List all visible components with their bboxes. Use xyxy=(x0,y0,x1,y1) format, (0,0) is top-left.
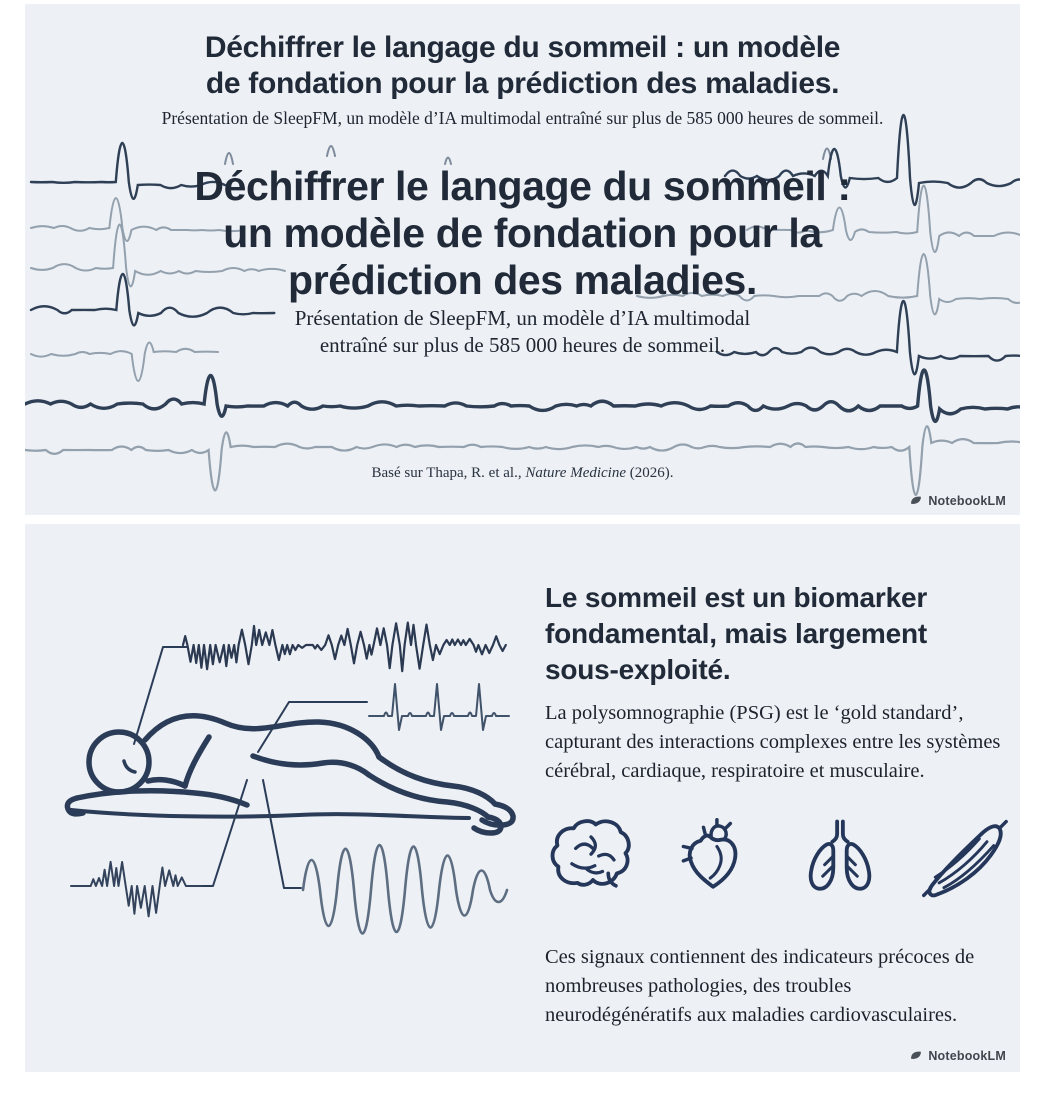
emg-waveform xyxy=(71,862,203,917)
page-subtitle: Présentation de SleepFM, un modèle d’IA multimodal entraîné sur plus de 585 000 heures de sommeil. xyxy=(161,108,884,128)
biomarker-panel xyxy=(25,524,1020,1072)
person-belly xyxy=(253,756,369,775)
person-upper-arm xyxy=(185,737,209,786)
organ-icons-row xyxy=(545,812,1010,904)
citation-journal: Nature Medicine xyxy=(525,465,627,481)
eeg-trace xyxy=(25,426,1020,495)
notebooklm-icon xyxy=(909,1049,923,1063)
paragraph-signals: Ces signaux contiennent des indicateurs précoces de nombreuses pathologies, des troubles neurodégénératifs aux maladies cardiovasculaires. xyxy=(545,945,975,1026)
notebooklm-badge xyxy=(909,1049,1006,1063)
waveform-peak-tips xyxy=(225,146,831,164)
person-back xyxy=(145,716,379,757)
brand-label: NotebookLM xyxy=(928,1049,1006,1063)
eeg-trace xyxy=(25,370,1020,421)
eeg-connector-line xyxy=(134,647,187,744)
hero-subtitle-line: entraîné sur plus de 585 000 heures de sommeil. xyxy=(319,333,726,357)
citation-prefix: Basé sur Thapa, R. et al., xyxy=(371,465,526,481)
person-ear xyxy=(124,761,135,772)
hero-title-line: un modèle de fondation pour la xyxy=(223,210,822,256)
person-head xyxy=(89,732,149,792)
brand-label: NotebookLM xyxy=(928,494,1006,508)
citation-suffix: (2026). xyxy=(626,465,674,481)
hero-title-line: prédiction des maladies. xyxy=(288,257,757,303)
citation xyxy=(25,465,1020,482)
brain-icon xyxy=(545,812,637,904)
person-extended-arm xyxy=(77,791,247,805)
heart-icon xyxy=(669,812,761,904)
page-title xyxy=(25,30,1020,102)
eeg-waveform xyxy=(183,623,506,672)
person-forearm xyxy=(148,780,185,786)
ecg-waveform xyxy=(369,684,509,730)
person-top-leg xyxy=(379,757,495,804)
notebooklm-icon xyxy=(909,494,923,508)
sleeping-person-illustration xyxy=(31,590,536,960)
breathing-waveform xyxy=(303,845,507,934)
hero-subtitle-line: Présentation de SleepFM, un modèle d’IA multimodal xyxy=(294,306,751,330)
hero-subtitle xyxy=(25,305,1020,359)
hero-title-line: Déchiffrer le langage du sommeil : xyxy=(194,163,851,209)
section-heading: Le sommeil est un biomarker fondamental, mais largement sous-exploité. xyxy=(545,582,928,686)
hero-panel xyxy=(25,4,1020,515)
paragraph-psg: La polysomnographie (PSG) est le ‘gold standard’, capturant des interactions complexes entre les systèmes cérébral, cardiaque, respiratoire et musculaire. xyxy=(545,701,1001,782)
page-title-line: de fondation pour la prédiction des maladies. xyxy=(205,67,840,100)
lungs-icon xyxy=(794,812,886,904)
signal-connector-lines xyxy=(134,647,367,888)
notebooklm-badge xyxy=(909,494,1006,508)
sleeping-person xyxy=(67,716,513,833)
page-title-line: Déchiffrer le langage du sommeil : un modèle xyxy=(204,31,841,64)
muscle-icon xyxy=(918,812,1010,904)
hero-title xyxy=(25,163,1020,304)
breathing-connector-line xyxy=(263,780,301,888)
